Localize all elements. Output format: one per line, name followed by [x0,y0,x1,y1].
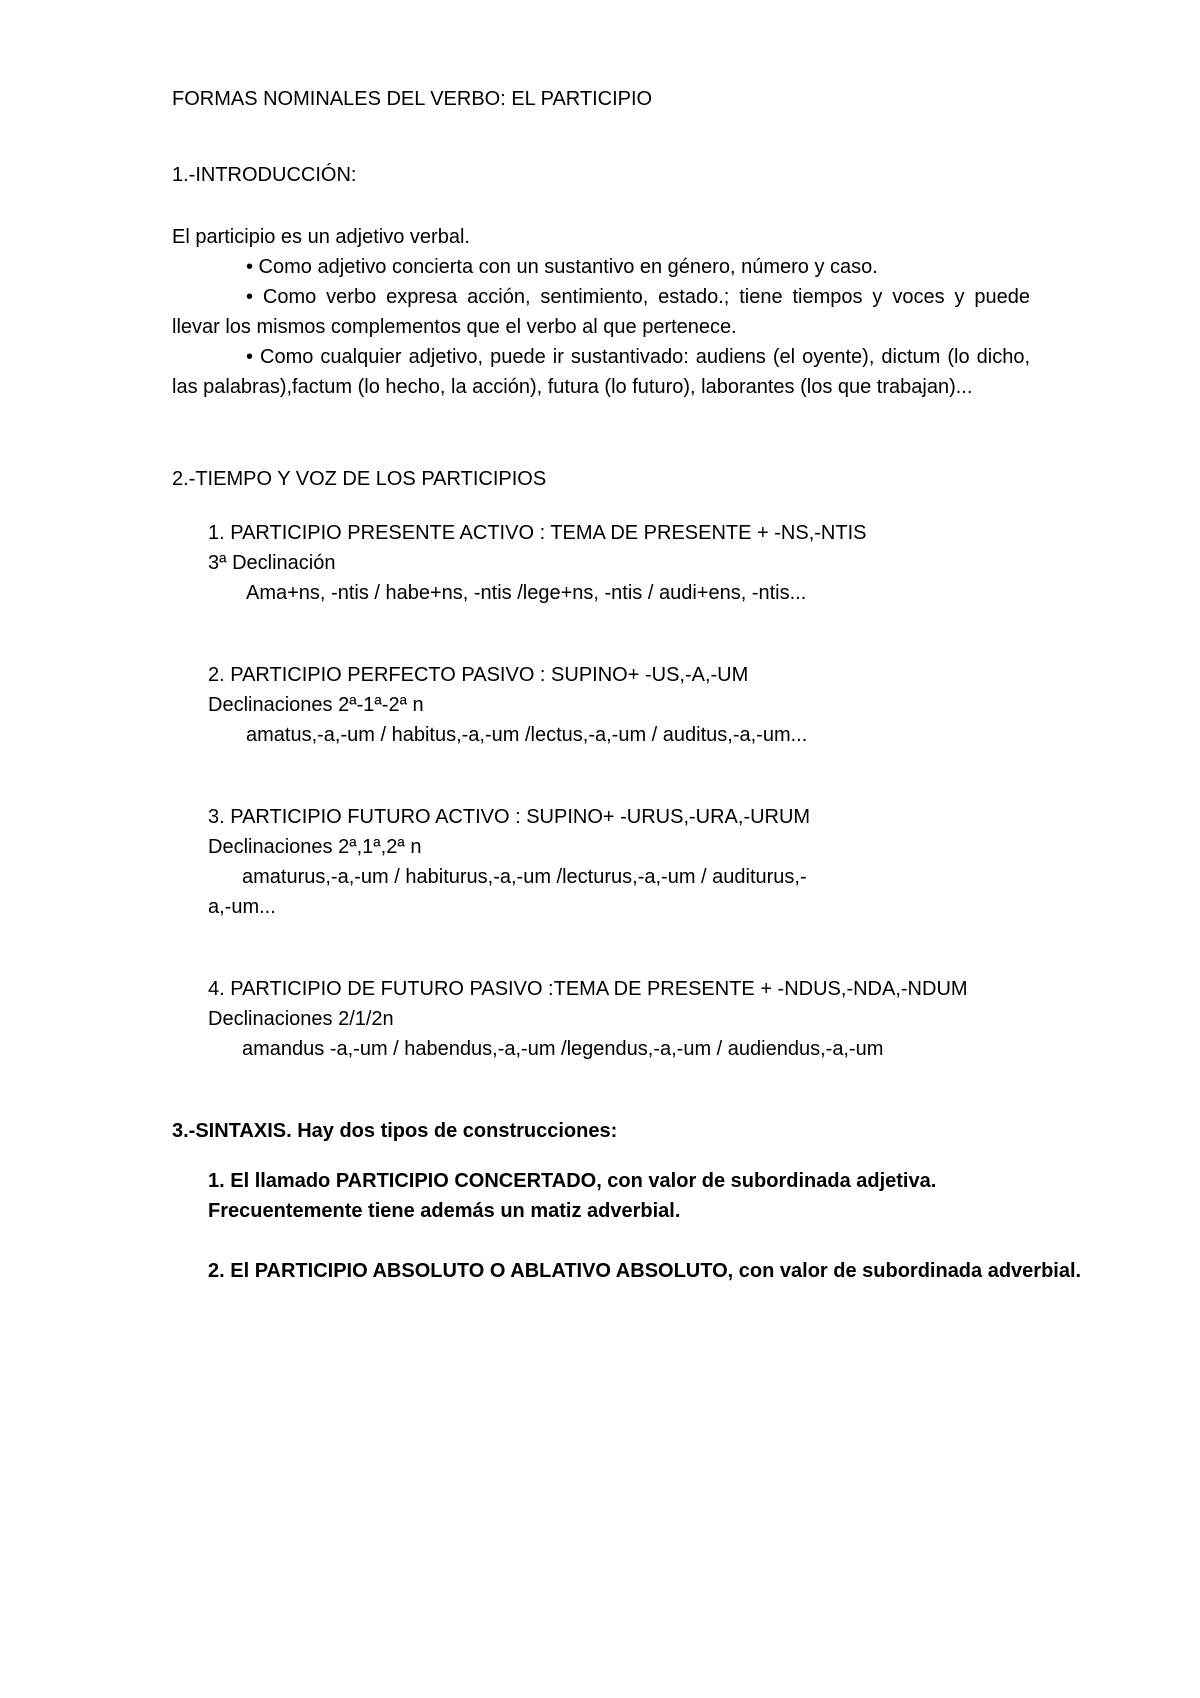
participio-2-example: amatus,-a,-um / habitus,-a,-um /lectus,-a,-um / auditus,-a,-um... [246,724,808,746]
participio-3-declension: Declinaciones 2ª,1ª,2ª n [208,836,422,858]
participio-3-title: 3. PARTICIPIO FUTURO ACTIVO : SUPINO+ -URUS,-URA,-URUM [208,806,811,828]
sintaxis-item-1: 1. El llamado PARTICIPIO CONCERTADO, con valor de subordinada adjetiva. [208,1170,937,1192]
participio-4-declension: Declinaciones 2/1/2n [208,1008,394,1030]
document-title: FORMAS NOMINALES DEL VERBO: EL PARTICIPIO [172,88,653,110]
participio-3-example: amaturus,-a,-um / habiturus,-a,-um /lecturus,-a,-um / auditurus,- [242,866,807,888]
participio-4-example: amandus -a,-um / habendus,-a,-um /legendus,-a,-um / audiendus,-a,-um [242,1038,884,1060]
sintaxis-heading: 3.-SINTAXIS. Hay dos tipos de construcciones: [172,1120,618,1142]
tiempo-heading: 2.-TIEMPO Y VOZ DE LOS PARTICIPIOS [172,468,547,490]
participio-3-example-cont: a,-um... [208,896,276,918]
intro-lead: El participio es un adjetivo verbal. [172,226,470,248]
sintaxis-item-1-cont: Frecuentemente tiene además un matiz adverbial. [208,1200,681,1222]
participio-1-title: 1. PARTICIPIO PRESENTE ACTIVO : TEMA DE PRESENTE + -NS,-NTIS [208,522,867,544]
intro-bullet-2: • Como verbo expresa acción, sentimiento, estado.; tiene tiempos y voces y puede llevar los mismos complementos que el verbo al que pertenece. [172,286,1030,338]
sintaxis-item-2: 2. El PARTICIPIO ABSOLUTO O ABLATIVO ABSOLUTO, con valor de subordinada adverbial. [208,1260,1082,1282]
participio-2-declension: Declinaciones 2ª-1ª-2ª n [208,694,424,716]
participio-1-declension: 3ª Declinación [208,552,336,574]
intro-bullet-3: • Como cualquier adjetivo, puede ir sustantivado: audiens (el oyente), dictum (lo dicho, las palabras),factum (lo hecho, la acción), futura (lo futuro), laborantes (los que trabajan)... [172,346,1030,398]
participio-4-title: 4. PARTICIPIO DE FUTURO PASIVO :TEMA DE PRESENTE + -NDUS,-NDA,-NDUM [208,978,968,1000]
intro-bullet-1: • Como adjetivo concierta con un sustantivo en género, número y caso. [246,256,878,278]
participio-1-example: Ama+ns, -ntis / habe+ns, -ntis /lege+ns, -ntis / audi+ens, -ntis... [246,582,807,604]
participio-2-title: 2. PARTICIPIO PERFECTO PASIVO : SUPINO+ -US,-A,-UM [208,664,749,686]
intro-heading: 1.-INTRODUCCIÓN: [172,164,357,186]
